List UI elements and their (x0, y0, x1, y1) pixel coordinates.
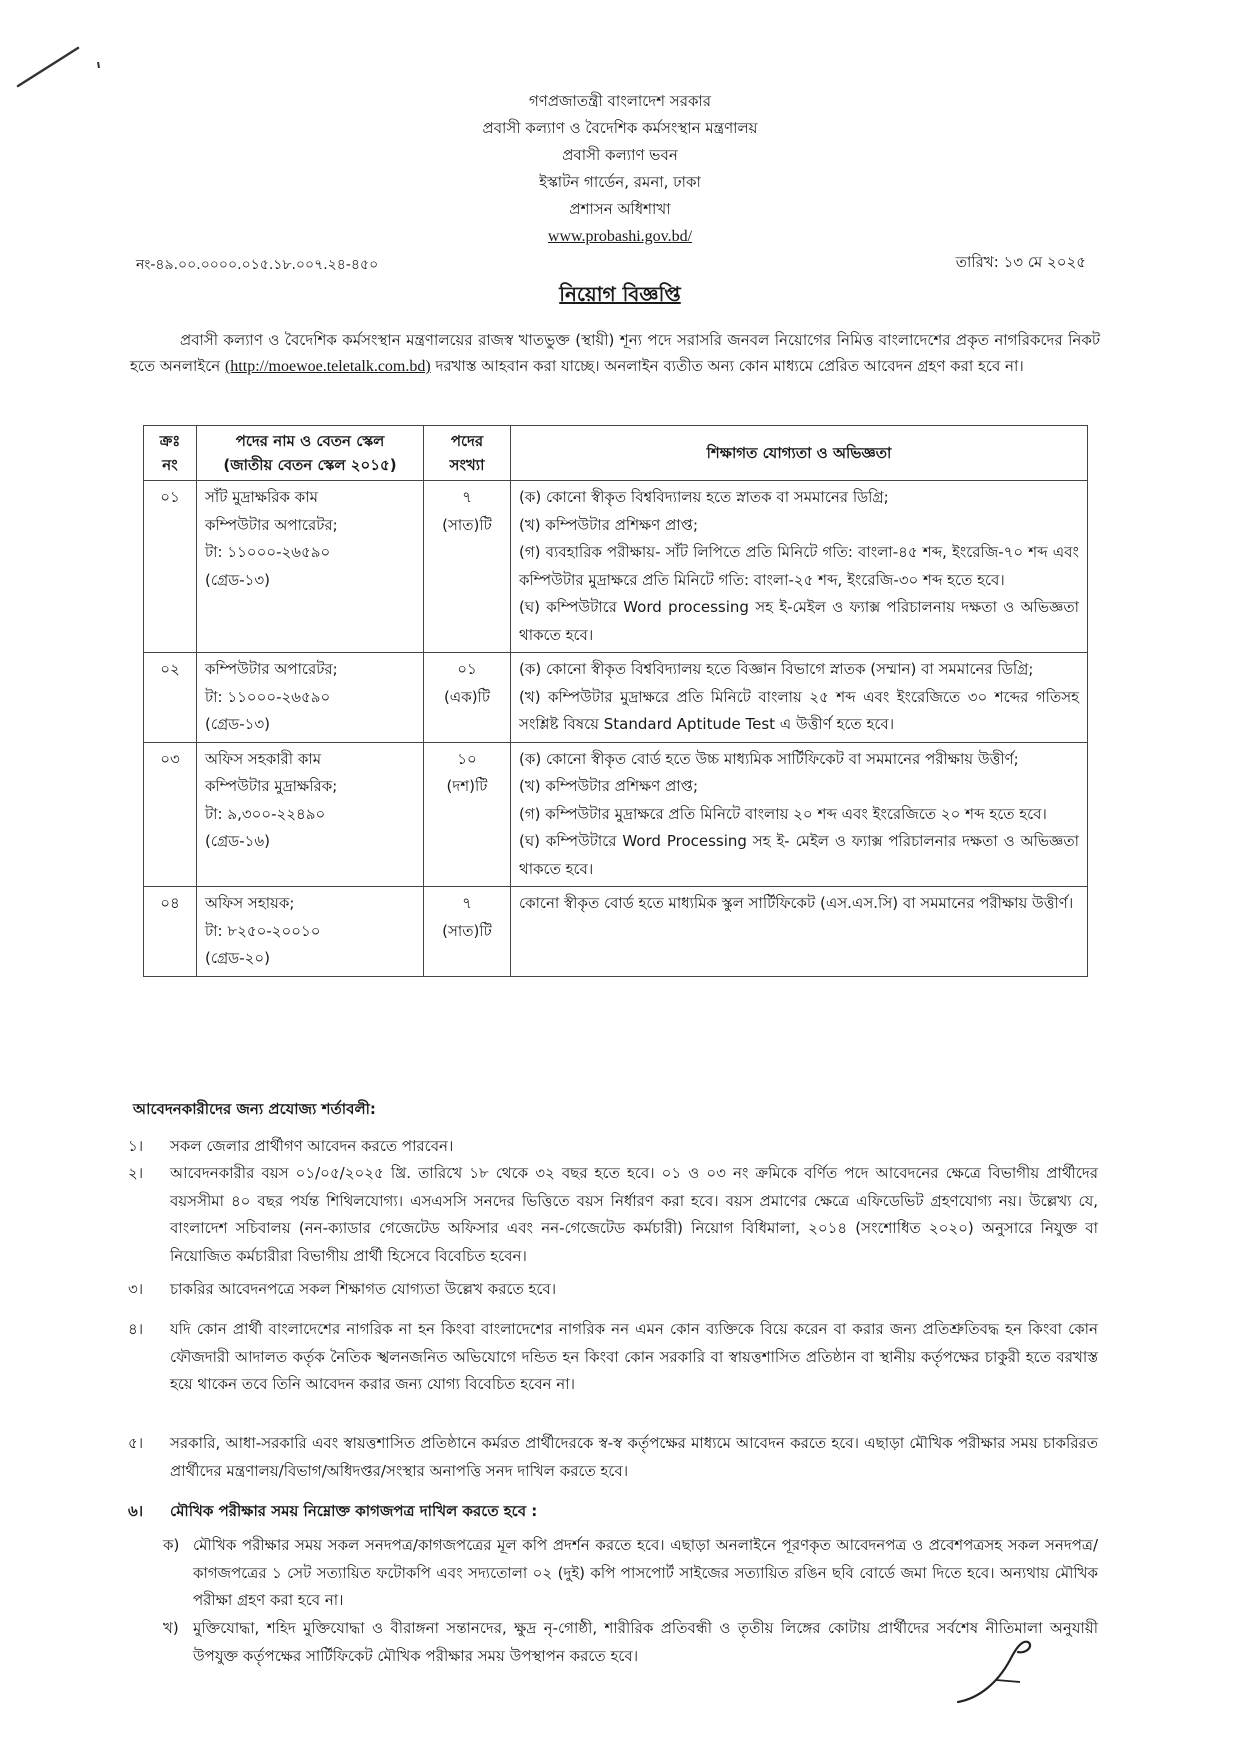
table-header-row (144, 426, 1088, 481)
qualification-cell: (ক) কোনো স্বীকৃত বিশ্ববিদ্যালয় হতে বিজ্ঞান বিভাগে স্নাতক (সম্মান) বা সমমানের ডিগ্রি; (খ) কম্পিউটার মুদ্রাক্ষরে প্রতি মিনিটে বাংলায় ২৫ শব্দ এবং ইংরেজিতে ৩০ শব্দের গতিসহ সংশ্লিষ্ট বিষয়ে Standard Aptitude Test এ উত্তীর্ণ হতে হবে। (511, 653, 1088, 743)
intro-text-1: প্রবাসী কল্যাণ ও বৈদেশিক কর্মসংস্থান মন্ত্রণালয়ের রাজস্ব খাতভুক্ত (স্থায়ী) শূন্য পদে সরাসরি জনবল নিয়োগের নিমিত্ত বাংলাদেশের প্রকৃত নাগরিকদের নিকট হতে অনলাইনে (130, 331, 1100, 375)
header-address: ইস্কাটন গার্ডেন, রমনা, ঢাকা (539, 173, 701, 191)
notice-title: নিয়োগ বিজ্ঞপ্তি (559, 282, 681, 306)
qualification-cell: কোনো স্বীকৃত বোর্ড হতে মাধ্যমিক স্কুল সার্টিফিকেট (এস.এস.সি) বা সমমানের পরীক্ষায় উত্তীর্ণ। (511, 887, 1088, 977)
condition-item: ৪। যদি কোন প্রার্থী বাংলাদেশের নাগরিক না হন কিংবা বাংলাদেশের নাগরিক নন এমন কোন ব্যক্তিকে বিয়ে করেন বা করার জন্য প্রতিশ্রুতিবদ্ধ হন কিংবা কোন ফৌজদারী আদালত কর্তৃক নৈতিক স্খলনজনিত অভিযোগে দন্ডিত হন কিংবা কোন সরকারি বা স্বায়ত্তশাসিত প্রতিষ্ঠান বা স্থানীয় কর্তৃপক্ষের চাকুরী হতে বরখাস্ত হয়ে থাকেন তবে তিনি আবেদন করার জন্য যোগ্য বিবেচিত হবেন না। (128, 1320, 1098, 1393)
header-branch: প্রশাসন অধিশাখা (569, 200, 671, 218)
intro-text-2: দরখাস্ত আহবান করা যাচ্ছে। অনলাইন ব্যতীত অন্য কোন মাধ্যমে প্রেরিত আবেদন গ্রহণ করা হবে না। (435, 357, 1024, 375)
notice-date: তারিখ: ১৩ মে ২০২৫ (955, 253, 1086, 271)
memo-number: নং-৪৯.০০.০০০০.০১৫.১৮.০০৭.২৪-৪৫০ (136, 257, 379, 273)
post-cell: কম্পিউটার অপারেটর; টা: ১১০০০-২৬৫৯০ (গ্রেড-১৩) (197, 653, 424, 743)
header-ministry: প্রবাসী কল্যাণ ও বৈদেশিক কর্মসংস্থান মন্ত্রণালয় (482, 119, 758, 137)
condition-item: ১। সকল জেলার প্রার্থীগণ আবেদন করতে পারবেন। (128, 1137, 454, 1155)
header-qualification: শিক্ষাগত যোগ্যতা ও অভিজ্ঞতা (511, 426, 1088, 481)
pen-stroke-mark (0, 0, 120, 100)
qualification-cell: (ক) কোনো স্বীকৃত বোর্ড হতে উচ্চ মাধ্যমিক সার্টিফিকেট বা সমমানের পরীক্ষায় উত্তীর্ণ; (খ) কম্পিউটার প্রশিক্ষণ প্রাপ্ত; (গ) কম্পিউটার মুদ্রাক্ষরে প্রতি মিনিটে বাংলায় ২০ শব্দ এবং ইংরেজিতে ২০ শব্দ হতে হবে। (ঘ) কম্পিউটারে Word Processing সহ ই- মেইল ও ফ্যাক্স পরিচালনার দক্ষতা ও অভিজ্ঞতা থাকতে হবে। (511, 742, 1088, 887)
table-row (144, 742, 1088, 887)
intro-paragraph (130, 327, 1100, 380)
count-cell: ০১ (এক)টি (424, 653, 511, 743)
signature-mark (950, 1620, 1040, 1710)
header-post-name: পদের নাম ও বেতন স্কেল (জাতীয় বেতন স্কেল ২০১৫) (197, 426, 424, 481)
header-website-link[interactable]: www.probashi.gov.bd/ (547, 228, 693, 245)
count-cell: ৭ (সাত)টি (424, 481, 511, 653)
table-row (144, 887, 1088, 977)
condition-sub-item: খ) মুক্তিযোদ্ধা, শহিদ মুক্তিযোদ্ধা ও বীরাঙ্গনা সন্তানদের, ক্ষুদ্র নৃ-গোষ্ঠী, শারীরিক প্রতিবন্ধী ও তৃতীয় লিঙ্গের কোটায় প্রার্থীদের সর্বশেষ নীতিমালা অনুযায়ী উপযুক্ত কর্তৃপক্ষের সার্টিফিকেট মৌখিক পরীক্ষার সময় উপস্থাপন করতে হবে। (163, 1619, 1098, 1665)
header-building: প্রবাসী কল্যাণ ভবন (562, 146, 678, 164)
condition-item: ৩। চাকরির আবেদনপত্রে সকল শিক্ষাগত যোগ্যতা উল্লেখ করতে হবে। (128, 1280, 557, 1298)
condition-sub-item: ক) মৌখিক পরীক্ষার সময় সকল সনদপত্র/কাগজপত্রের মূল কপি প্রদর্শন করতে হবে। এছাড়া অনলাইনে পূরণকৃত আবেদনপত্র ও প্রবেশপত্রসহ সকল সনদপত্র/ কাগজপত্রের ১ সেট সত্যায়িত ফটোকপি এবং সদ্যতোলা ০২ (দুই) কপি পাসপোর্ট সাইজের সত্যায়িত রঙিন ছবি বোর্ডে জমা দিতে হবে। অন্যথায় মৌখিক পরীক্ষা গ্রহণ করা হবে না। (163, 1536, 1098, 1609)
count-cell: ১০ (দশ)টি (424, 742, 511, 887)
table-row (144, 481, 1088, 653)
post-cell: অফিস সহকারী কাম কম্পিউটার মুদ্রাক্ষরিক; টা: ৯,৩০০-২২৪৯০ (গ্রেড-১৬) (197, 742, 424, 887)
post-cell: অফিস সহায়ক; টা: ৮২৫০-২০০১০ (গ্রেড-২০) (197, 887, 424, 977)
serial-cell: ০৪ (144, 887, 197, 977)
application-link[interactable]: (http://moewoe.teletalk.com.bd) (224, 358, 431, 375)
qualification-cell: (ক) কোনো স্বীকৃত বিশ্ববিদ্যালয় হতে স্নাতক বা সমমানের ডিগ্রি; (খ) কম্পিউটার প্রশিক্ষণ প্রাপ্ত; (গ) ব্যবহারিক পরীক্ষায়- সাঁট লিপিতে প্রতি মিনিটে গতি: বাংলা-৪৫ শব্দ, ইংরেজি-৭০ শব্দ এবং কম্পিউটার মুদ্রাক্ষরে প্রতি মিনিটে গতি: বাংলা-২৫ শব্দ, ইংরেজি-৩০ শব্দ হতে হবে। (ঘ) কম্পিউটারে Word processing সহ ই-মেইল ও ফ্যাক্স পরিচালনায় দক্ষতা ও অভিজ্ঞতা থাকতে হবে। (511, 481, 1088, 653)
office-header (0, 88, 1240, 250)
conditions-heading: আবেদনকারীদের জন্য প্রযোজ্য শর্তাবলী: (133, 1100, 376, 1118)
serial-cell: ০৩ (144, 742, 197, 887)
count-cell: ৭ (সাত)টি (424, 887, 511, 977)
header-govt: গণপ্রজাতন্ত্রী বাংলাদেশ সরকার (528, 92, 712, 110)
serial-cell: ০২ (144, 653, 197, 743)
header-serial: ক্রঃ নং (144, 426, 197, 481)
header-post-count: পদের সংখ্যা (424, 426, 511, 481)
serial-cell: ০১ (144, 481, 197, 653)
post-cell: সাঁট মুদ্রাক্ষরিক কাম কম্পিউটার অপারেটর; টা: ১১০০০-২৬৫৯০ (গ্রেড-১৩) (197, 481, 424, 653)
table-row (144, 653, 1088, 743)
condition-item: ৬। মৌখিক পরীক্ষার সময় নিম্নোক্ত কাগজপত্র দাখিল করতে হবে : (128, 1502, 538, 1520)
vacancy-table (143, 425, 1088, 977)
condition-item: ৫। সরকারি, আধা-সরকারি এবং স্বায়ত্তশাসিত প্রতিষ্ঠানে কর্মরত প্রার্থীদেরকে স্ব-স্ব কর্তৃপক্ষের মাধ্যমে আবেদন করতে হবে। এছাড়া মৌখিক পরীক্ষার সময় চাকরিরত প্রার্থীদের মন্ত্রণালয়/বিভাগ/অধিদপ্তর/সংস্থার অনাপত্তি সনদ দাখিল করতে হবে। (128, 1434, 1098, 1480)
condition-item: ২। আবেদনকারীর বয়স ০১/০৫/২০২৫ খ্রি. তারিখে ১৮ থেকে ৩২ বছর হতে হবে। ০১ ও ০৩ নং ক্রমিকে বর্ণিত পদে আবেদনের ক্ষেত্রে বিভাগীয় প্রার্থীদের বয়সসীমা ৪০ বছর পর্যন্ত শিথিলযোগ্য। এসএসসি সনদের ভিত্তিতে বয়স নির্ধারণ করা হবে। বয়স প্রমাণের ক্ষেত্রে এফিডেভিট গ্রহণযোগ্য নয়। উল্লেখ্য যে, বাংলাদেশ সচিবালয় (নন-ক্যাডার গেজেটেড অফিসার এবং নন-গেজেটেড কর্মচারী) নিয়োগ বিধিমালা, ২০১৪ (সংশোধিত ২০২০) অনুসারে নিযুক্ত বা নিয়োজিত কর্মচারীরা বিভাগীয় প্রার্থী হিসেবে বিবেচিত হবেন। (128, 1164, 1098, 1265)
